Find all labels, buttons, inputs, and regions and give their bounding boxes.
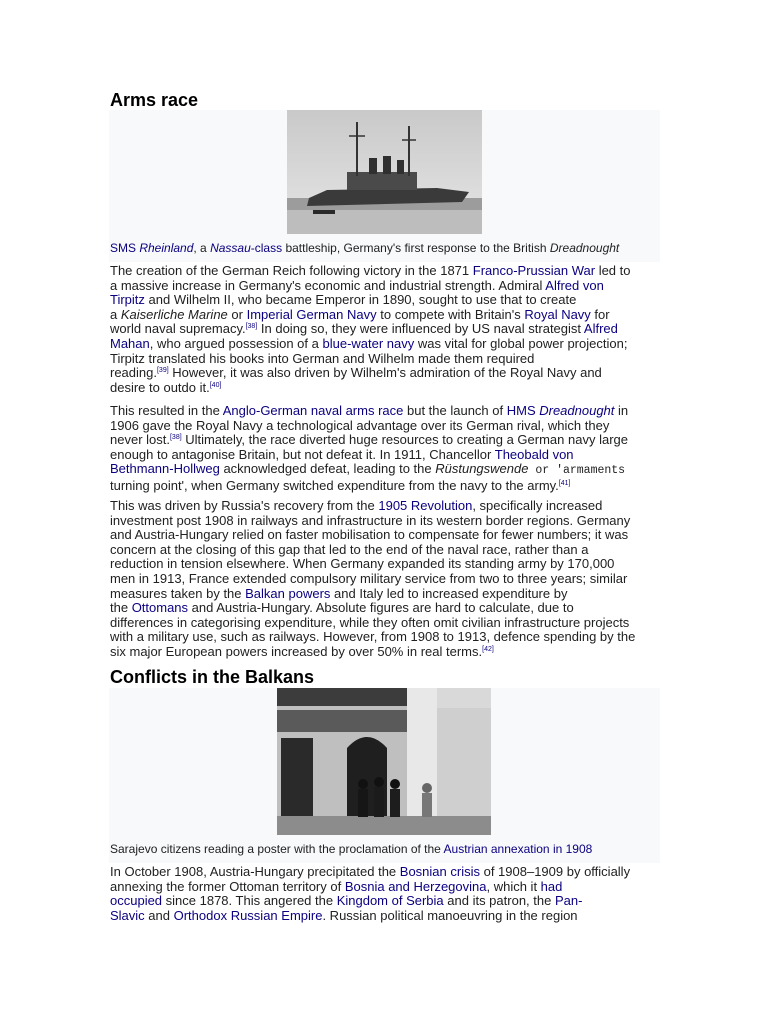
link-orthodox-russian-empire[interactable]: Orthodox Russian Empire — [173, 907, 323, 923]
paragraph-bosnian-crisis — [110, 865, 662, 923]
link-nassau[interactable] — [210, 241, 251, 255]
paragraph-naval-race — [110, 404, 662, 494]
text: Tirpitz translated his books into German and Wilhelm made them required — [110, 350, 535, 366]
heading-conflicts-balkans: Conflicts in the Balkans — [110, 667, 315, 687]
citation-42[interactable]: [42] — [482, 645, 494, 653]
link-bosnia-herzegovina[interactable]: Bosnia and Herzegovina — [344, 878, 487, 894]
link-hms-dreadnought[interactable] — [507, 403, 615, 418]
citation-38[interactable]: [38] — [169, 434, 182, 442]
heading-arms-race: Arms race — [110, 90, 199, 110]
link-anglo-german-naval-arms-race[interactable]: Anglo-German naval arms race — [222, 403, 404, 418]
text: However, it was also driven by Wilhelm's admiration of the Royal Navy and — [168, 365, 602, 381]
link-pan-slavic[interactable]: Pan- — [554, 893, 583, 909]
text: world naval supremacy. — [110, 321, 246, 337]
caption-text: battleship, Germany's first response to the British — [282, 241, 550, 255]
text: the — [110, 600, 132, 616]
link-ottomans[interactable]: Ottomans — [131, 600, 189, 616]
text: , specifically increased — [472, 498, 603, 513]
text: and Italy led to increased expenditure by — [330, 585, 568, 601]
text: and Austria-Hungary. Absolute figures are hard to calculate, due to — [188, 600, 574, 616]
text: enough to antagonise Britain, but not defeat it. In 1911, Chancellor — [110, 446, 495, 462]
text: measures taken by the — [110, 585, 246, 601]
text-armaments: or 'armaments — [528, 464, 626, 478]
citation-38[interactable]: [38] — [245, 323, 258, 331]
text-kaiserliche-marine: Kaiserliche Marine — [120, 306, 228, 322]
text: to compete with Britain's — [376, 306, 525, 322]
link-austrian-annexation[interactable]: Austrian annexation in 1908 — [443, 842, 593, 856]
text: led to — [595, 263, 631, 278]
text: but the launch of — [403, 403, 507, 418]
link-imperial-german-navy[interactable]: Imperial German Navy — [246, 306, 377, 322]
link-blue-water-navy[interactable]: blue-water navy — [322, 335, 415, 351]
link-dreadnought-text: Dreadnought — [539, 403, 615, 418]
text: of 1908–1909 by officially — [479, 864, 631, 879]
text: in — [614, 403, 629, 418]
text: , who argued possession of a — [149, 335, 323, 351]
text: with a military use, such as railways. However, from 1908 to 1913, defence spending by the — [110, 629, 636, 645]
link-kingdom-of-serbia[interactable]: Kingdom of Serbia — [336, 893, 444, 909]
text: The creation of the German Reich following victory in the 1871 — [110, 263, 473, 278]
link-tirpitz[interactable]: Tirpitz — [110, 292, 145, 308]
text: concern at the closing of this gap that led to the end of the naval race, rather than a — [110, 541, 589, 557]
text: . Russian political manoeuvring in the region — [322, 907, 578, 923]
link-occupied[interactable]: occupied — [110, 893, 163, 909]
text: , which it — [486, 878, 541, 894]
text: Ultimately, the race diverted huge resources to creating a German navy large — [181, 432, 628, 448]
caption-dreadnought: Dreadnought — [549, 241, 620, 255]
sarajevo-photo — [277, 688, 491, 835]
text: investment post 1908 in railways and infrastructure in its western border regions. Germany — [110, 512, 631, 528]
text: since 1878. This angered the — [162, 893, 337, 909]
text-rustungswende: Rüstungswende — [435, 461, 529, 477]
text: reduction in tension elsewhere. When Germany expanded its standing army by 170,000 — [110, 556, 615, 572]
text: or — [227, 306, 247, 322]
text: turning point', when Germany switched expenditure from the navy to the army. — [110, 477, 559, 493]
link-sms[interactable]: SMS — [110, 241, 140, 255]
link-royal-navy[interactable]: Royal Navy — [524, 306, 591, 322]
link-bosnian-crisis[interactable]: Bosnian crisis — [399, 864, 480, 879]
link-balkan-powers[interactable]: Balkan powers — [245, 585, 331, 601]
link-nassau-text: Nassau — [210, 241, 251, 255]
text: In doing so, they were influenced by US naval strategist — [257, 321, 584, 337]
text: a — [110, 306, 121, 322]
citation-40[interactable]: [40] — [209, 381, 222, 389]
text: and its patron, the — [443, 893, 555, 909]
battleship-photo — [287, 110, 482, 234]
caption-text: Sarajevo citizens reading a poster with the proclamation of the — [110, 842, 444, 856]
link-mahan[interactable]: Mahan — [110, 335, 150, 351]
citation-41[interactable]: [41] — [558, 479, 571, 487]
link-rheinland[interactable] — [139, 241, 193, 255]
text: acknowledged defeat, leading to the — [219, 461, 436, 477]
link-alfred-von-tirpitz[interactable]: Alfred von — [545, 277, 604, 293]
link-bethmann-hollweg[interactable]: Bethmann-Hollweg — [110, 461, 220, 477]
link-franco-prussian-war[interactable]: Franco-Prussian War — [472, 263, 596, 278]
text: and Wilhelm II, who became Emperor in 1890, sought to use that to create — [144, 292, 577, 308]
text: In October 1908, Austria-Hungary precipitated the — [110, 864, 400, 879]
link-rheinland-text: Rheinland — [139, 241, 194, 255]
text: annexing the former Ottoman territory of — [110, 878, 345, 894]
citation-39[interactable]: [39] — [156, 367, 169, 375]
text: This resulted in the — [110, 403, 223, 418]
link-class[interactable]: -class — [250, 241, 283, 255]
caption-battleship — [110, 241, 619, 255]
text: desire to outdo it. — [110, 379, 210, 395]
paragraph-russia-recovery — [110, 499, 662, 660]
text: men in 1913, France extended compulsory military service from two to three years; similar — [110, 570, 628, 586]
text: reading. — [110, 365, 157, 381]
link-theobald-von[interactable]: Theobald von — [494, 446, 574, 462]
text: for — [590, 306, 610, 322]
link-hms-text: HMS — [506, 403, 540, 418]
link-alfred-mahan[interactable]: Alfred — [583, 321, 618, 337]
text: and — [144, 907, 174, 923]
text: never lost. — [110, 432, 170, 448]
text: was vital for global power projection; — [414, 335, 628, 351]
text: six major European powers increased by over 50% in real terms. — [110, 643, 483, 659]
caption-sarajevo — [110, 842, 592, 856]
text: 1906 gave the Royal Navy a technological advantage over its German rival, which they — [110, 417, 610, 433]
link-had-occupied[interactable]: had — [540, 878, 563, 894]
text: differences in categorising expenditure, while they often omit civilian infrastructure projects — [110, 614, 630, 630]
text: a massive increase in Germany's economic and industrial strength. Admiral — [110, 277, 546, 293]
link-1905-revolution[interactable]: 1905 Revolution — [378, 498, 473, 513]
link-slavic[interactable]: Slavic — [110, 907, 145, 923]
text: and Austria-Hungary relied on faster mobilisation to compensate for fewer numbers; it was — [110, 527, 629, 543]
paragraph-german-reich — [110, 264, 662, 395]
text: This was driven by Russia's recovery from the — [110, 498, 379, 513]
caption-text: , a — [193, 241, 211, 255]
